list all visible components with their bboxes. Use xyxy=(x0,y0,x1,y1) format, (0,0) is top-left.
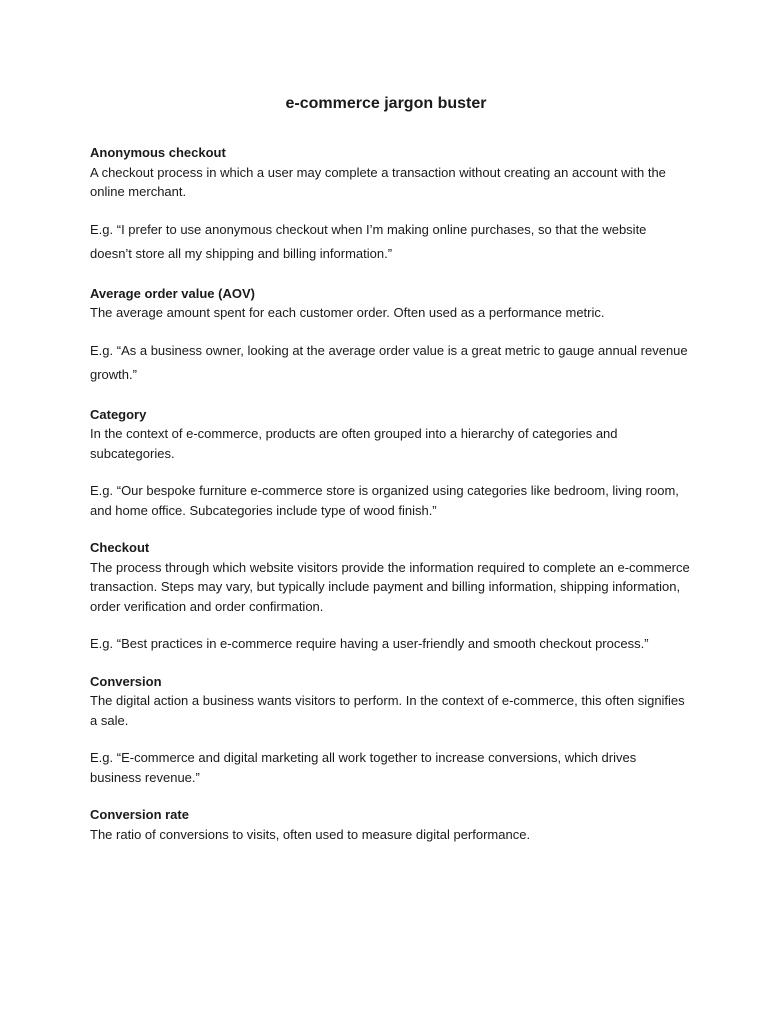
glossary-entry xyxy=(90,143,690,266)
glossary-definition: The process through which website visitors provide the information required to complete an e-commerce transaction. Steps may vary, but typically include payment and billing information, shipping information, order verification and order confirmation. xyxy=(90,559,690,614)
glossary-entry xyxy=(90,405,690,521)
glossary-example: E.g. “Our bespoke furniture e-commerce store is organized using categories like bedroom, living room, and home office. Subcategories include type of wood finish.” xyxy=(90,483,679,518)
document-title: e-commerce jargon buster xyxy=(285,95,487,112)
glossary-example: E.g. “I prefer to use anonymous checkout when I’m making online purchases, so that the website doesn’t store all my shipping and billing information.” xyxy=(90,221,647,261)
glossary-definition: The average amount spent for each customer order. Often used as a performance metric. xyxy=(90,305,605,320)
glossary-list xyxy=(90,143,690,862)
glossary-entry xyxy=(90,284,690,387)
glossary-term: Conversion rate xyxy=(90,807,189,822)
glossary-definition: The ratio of conversions to visits, often used to measure digital performance. xyxy=(90,826,531,842)
glossary-term: Average order value (AOV) xyxy=(90,285,255,301)
glossary-entry xyxy=(90,538,690,654)
glossary-definition: A checkout process in which a user may complete a transaction without creating an account with the online merchant. xyxy=(90,164,666,199)
glossary-term: Conversion xyxy=(90,673,162,689)
glossary-entry xyxy=(90,672,690,788)
glossary-definition: The digital action a business wants visitors to perform. In the context of e-commerce, this often signifies a sale. xyxy=(90,693,685,728)
glossary-term: Checkout xyxy=(90,540,150,555)
glossary-example: E.g. “E-commerce and digital marketing all work together to increase conversions, which drives business revenue.” xyxy=(90,750,637,785)
glossary-example: E.g. “As a business owner, looking at the average order value is a great metric to gauge annual revenue growth.” xyxy=(90,342,688,382)
glossary-term: Anonymous checkout xyxy=(90,145,226,160)
glossary-entry xyxy=(90,805,690,844)
glossary-example: E.g. “Best practices in e-commerce require having a user-friendly and smooth checkout process.” xyxy=(90,636,649,651)
glossary-term: Category xyxy=(90,406,147,422)
glossary-definition: In the context of e-commerce, products are often grouped into a hierarchy of categories and subcategories. xyxy=(90,426,618,461)
